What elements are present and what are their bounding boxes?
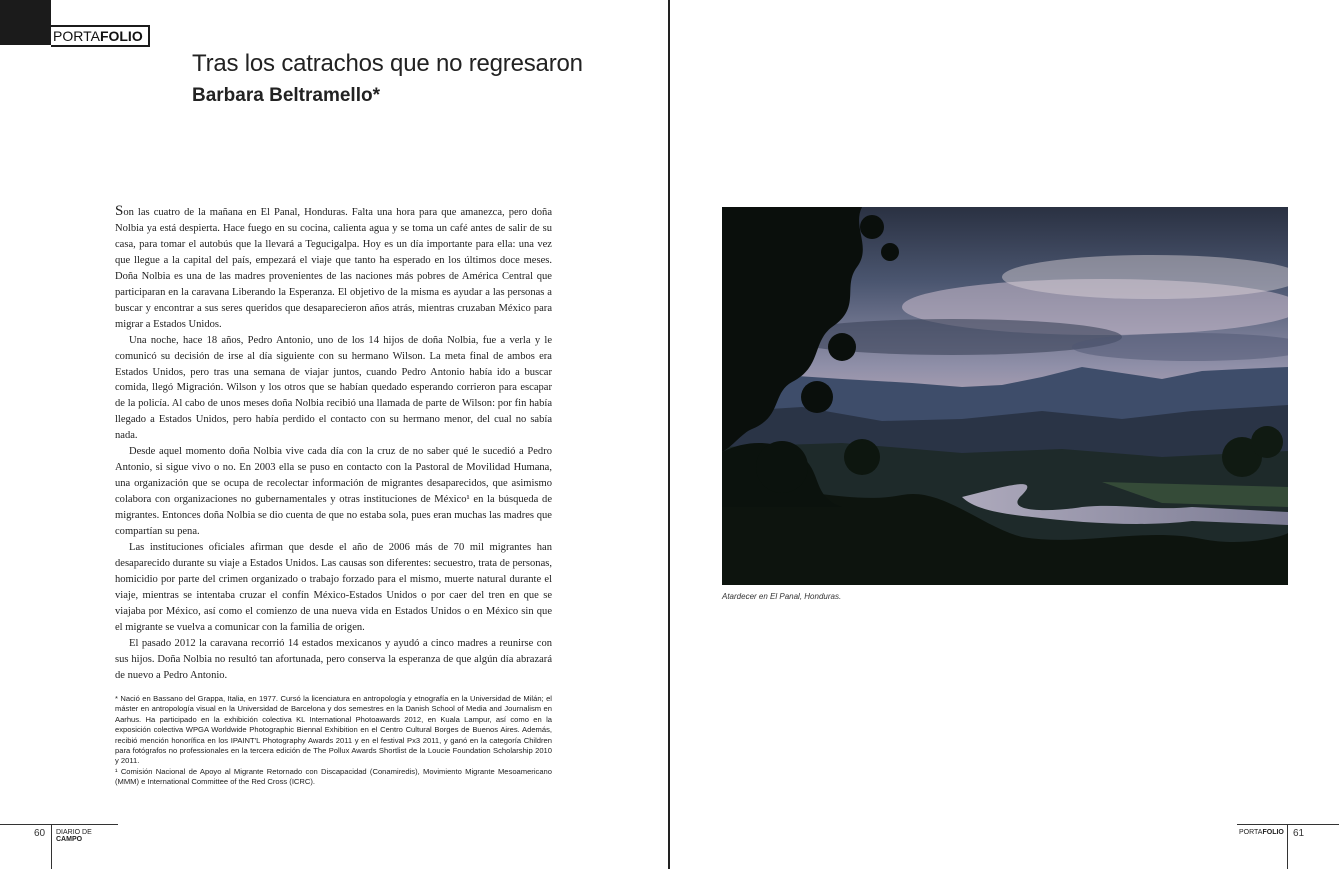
article-author: Barbara Beltramello* (192, 85, 380, 106)
footer-tag-bold: FOLIO (1262, 829, 1284, 836)
journal-name (56, 829, 118, 843)
photo-caption: Atardecer en El Panal, Honduras. (722, 592, 842, 601)
footer-left (0, 824, 118, 869)
journal-name-light: DIARIO DE (56, 829, 92, 836)
paragraph: Las instituciones oficiales afirman que desde el año de 2006 más de 70 mil migrantes han desaparecido durante su viaje a Estados Unidos. Las causas son diferentes: secuestro, trata de personas, homicidio por parte del crimen organizado o trabajo forzado para el mismo, muerte natural durante el viaje, mientras se intentaba cruzar el confín México-Estados Unidos o por caer del tren en que se viajaba por México, así como el comienzo de una nueva vida en Estados Unidos o en México sin que el migrante se vuelva a comunicar con la familia de origen. (115, 542, 552, 633)
footer-rule (0, 824, 118, 825)
footer-section-tag (1239, 829, 1284, 836)
corner-block (0, 0, 51, 45)
footer-divider (1287, 824, 1288, 869)
footer-rule (1237, 824, 1339, 825)
landscape-photo (722, 207, 1288, 585)
footnote-author: * Nació en Bassano del Grappa, Italia, en 1977. Cursó la licenciatura en antropología y etnografía en la Universidad de Milán; el máster en antropología visual en la Universidad de Barcelona y dos semestres en la Danish School of Media and Journalism en Aarhus. Ha participado en la exhibición colectiva KL International Photoawards 2012, en Kuala Lampur, así como en la exposición colectiva WPGA Worldwide Photographic Biennal Exhibition en el Centro Cultural Borges de Buenos Aires. Además, recibió mención honorífica en los IPAINT'L Photography Awards 2011 y en el festival Px3 2011, y ganó en la categoría Children para fotógrafos no professionales en la tercera edición de The Pollux Awards Shortlist de la Loucie Foundation Scholarship 2010 y 2011. (115, 694, 552, 766)
paragraph-text: on las cuatro de la mañana en El Panal, Honduras. Falta una hora para que amanezca, pero doña Nolbia ya está despierta. Hace fuego en su cocina, calienta agua y se toma un café antes de salir de su casa, para tomar el autobús que la llevará a Tegucigalpa. Hoy es un día importante para ella: una vez que llegue a la capital del país, empezará el viaje que tanto ha esperado en los últimos doce meses. Doña Nolbia es una de las madres provenientes de las naciones más pobres de América Central que participaran en la caravana Liberando la Esperanza. El objetivo de la misma es ayudar a las personas a buscar y encontrar a sus seres queridos que desaparecieron años atrás, mientras cruzaban México para migrar a Estados Unidos. (115, 207, 552, 330)
initial-letter: S (115, 203, 124, 219)
paragraph: Desde aquel momento doña Nolbia vive cada día con la cruz de no saber qué le sucedió a Pedro Antonio, si sigue vivo o no. En 2003 ella se puso en contacto con la Pastoral de Movilidad Humana, una organización que se ocupa de recolectar información de migrantes desaparecidos, que asimismo colabora con organizaciones no gubernamentales y otras instituciones de México¹ en la búsqueda de migrantes. Entonces doña Nolbia se dio cuenta de que no estaba sola, pues eran muchas las madres que compartían su pena. (115, 446, 552, 538)
paragraph: El pasado 2012 la caravana recorrió 14 estados mexicanos y ayudó a cinco madres a reunirse con sus hijos. Doña Nolbia no resultó tan afortunada, pero conserva la esperanza de que algún día abrazará de nuevo a Pedro Antonio. (115, 637, 552, 681)
footer-divider (51, 824, 52, 869)
section-tag-light: PORTA (53, 28, 100, 44)
page-number-right: 61 (1293, 828, 1305, 839)
journal-name-bold: CAMPO (56, 836, 83, 843)
footer-right (1237, 824, 1339, 869)
footnote-1: ¹ Comisión Nacional de Apoyo al Migrante Retornado con Discapacidad (Conamiredis), Movimiento Migrante Mesoamericano (MMM) e International Committee of the Red Cross (ICRC). (115, 766, 552, 787)
article-body (115, 204, 552, 684)
page-number-left: 60 (34, 828, 46, 839)
footer-tag-light: PORTA (1239, 829, 1263, 836)
page-gutter (668, 0, 670, 869)
section-tag-bold: FOLIO (99, 28, 143, 44)
paragraph: Una noche, hace 18 años, Pedro Antonio, uno de los 14 hijos de doña Nolbia, fue a verla y le comunicó su decisión de irse al día siguiente con su hermano Wilson. La meta final de ambos era Estados Unidos, pero tras una semana de viajar juntos, cuando Pedro Antonio había ido a buscar comida, llegó Migración. Wilson y los otros que se habían quedado esperando corrieron para escapar de la policía. Al cabo de unos meses doña Nolbia recibió una llamada de parte de Wilson: por fin había llegado a Estados Unidos, pero había perdido el contacto con su hermano menor, del cual no sabía nada. (115, 334, 552, 442)
footnotes (115, 694, 552, 788)
paragraph (115, 204, 552, 333)
section-tag (51, 25, 150, 47)
article-title: Tras los catrachos que no regresaron (192, 50, 583, 77)
